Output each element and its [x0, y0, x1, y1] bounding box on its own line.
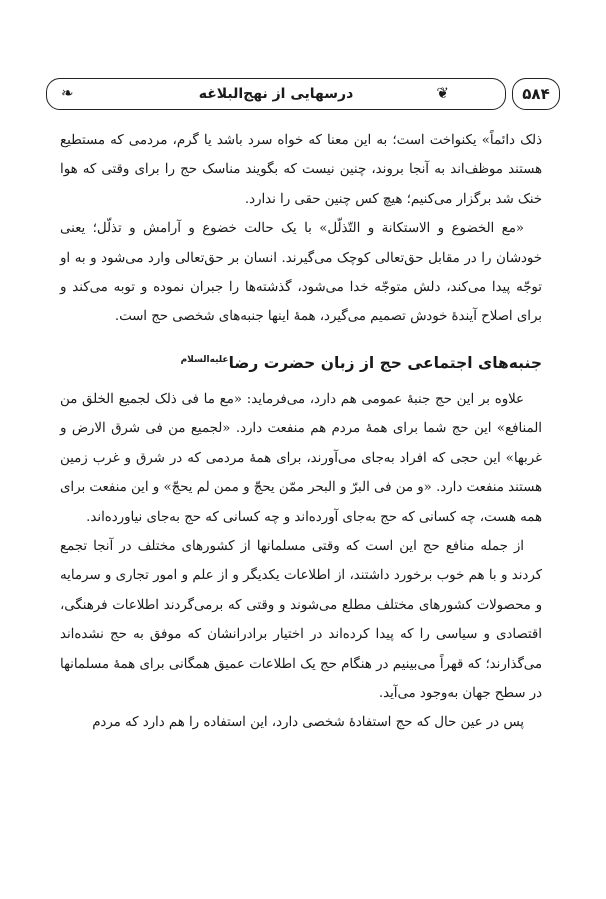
- section-heading: [60, 346, 542, 377]
- running-title: درسهایی از نهج‌البلاغه: [198, 86, 354, 102]
- paragraph: علاوه بر این حج جنبهٔ عمومی هم دارد، می‌فرماید: «مع ما فی ذلک لجمیع الخلق من المنافع» این حج شما برای همهٔ مردم هم منفعت دارد. «لجمیع من فی شرق الارض و غربها» این حجی که افراد به‌جای می‌آورند، برای همهٔ مردمی که در شرق و غرب زمین هستند منفعت دارد. «و من فی البرّ و البحر ممّن یحجّ و ممن لم یحجّ» و این منفعت برای همه هست، چه کسانی که حج به‌جای آورده‌اند و چه کسانی که حج به‌جای نیاورده‌اند.: [60, 392, 542, 525]
- page-number: ۵۸۴: [522, 85, 550, 103]
- ornament-left-icon: ❧: [61, 84, 74, 102]
- ornament-right-icon: ❦: [436, 84, 449, 102]
- page-number-box: [512, 78, 560, 110]
- paragraph: از جمله منافع حج این است که وقتی مسلمانها از کشورهای مختلف در آنجا تجمع کردند و با هم خوب برخورد داشتند، از اطلاعات یکدیگر و از علم و امور تجاری و سرمایه و محصولات کشورهای مختلف مطلع می‌شوند و وقتی که برمی‌گردند اطلاعات فرهنگی، اقتصادی و سیاسی را که پیدا کرده‌اند در اختیار برادرانشان که موفق به حج نشده‌اند می‌گذارند؛ که قهراً می‌بینیم در هنگام حج یک اطلاعات عمیق همگانی برای همهٔ مسلمانها در سطح جهان به‌وجود می‌آید.: [60, 539, 542, 702]
- running-title-bar: [46, 78, 506, 110]
- paragraph: «مع الخضوع و الاستکانة و التّذلّل» با یک حالت خضوع و آرامش و تذلّل؛ یعنی خودشان را در مقابل حق‌تعالی کوچک می‌گیرند. انسان بر حق‌تعالی وارد می‌شود و به او توجّه پیدا می‌کند، دلش متوجّه خدا می‌شود، گذشته‌ها را جبران نموده و توبه می‌کند و برای اصلاح آیندهٔ خودش تصمیم می‌گیرد، همهٔ اینها جنبه‌های شخصی حج است.: [60, 221, 542, 325]
- paragraph: پس در عین حال که حج استفادهٔ شخصی دارد، این استفاده را هم دارد که مردم: [92, 715, 524, 731]
- page-body: [60, 126, 542, 738]
- page-header: [46, 78, 560, 112]
- paragraph: ذلک دائماً» یکنواخت است؛ به این معنا که خواه سرد باشد یا گرم، مردمی که مستطیع هستند موظف‌اند به آنجا بروند، چنین نیست که بگویند مناسک حج را برای وقتی که هوا خنک شد برگزار می‌کنیم؛ هیچ کس چنین حقی را ندارد.: [60, 133, 542, 207]
- section-heading-text: جنبه‌های اجتماعی حج از زبان حضرت رضا: [228, 354, 542, 372]
- honorific-mark: علیه‌السلام: [180, 354, 229, 365]
